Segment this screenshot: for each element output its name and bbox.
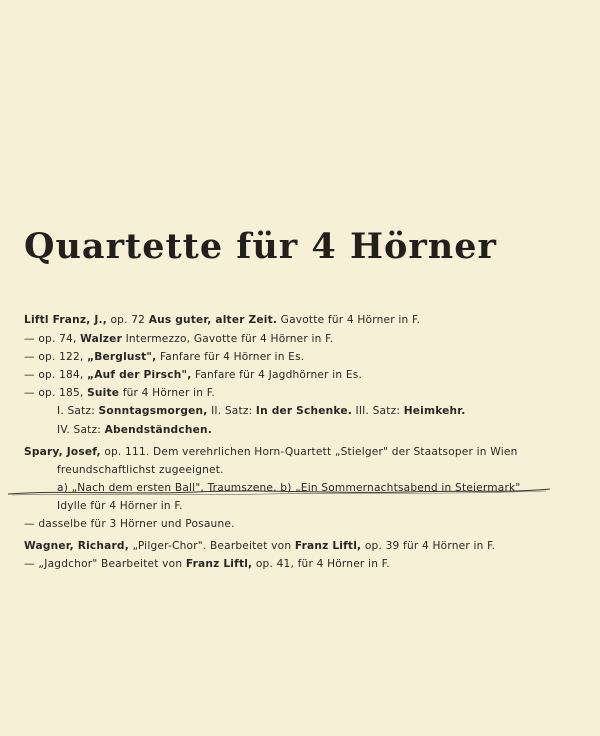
entry-text: IV. Satz: (57, 424, 105, 436)
entry-text: — „Jagdchor" Bearbeitet von (24, 558, 186, 570)
arranger-name: Franz Liftl, (294, 540, 362, 552)
suite-movements-line-1 (57, 405, 465, 417)
entry-wagner-pilgerchor (24, 540, 495, 552)
entry-text: III. Satz: (351, 405, 404, 417)
entry-text: Fanfare für 4 Hörner in Es. (156, 351, 305, 363)
entry-liftl-op72 (24, 314, 420, 326)
entry-liftl-op74 (24, 333, 333, 345)
entry-text: op. 39 für 4 Hörner in F. (361, 540, 496, 552)
entry-text: Gavotte für 4 Hörner in F. (277, 314, 421, 326)
work-title: „Berglust", (87, 351, 157, 363)
arranger-name: Franz Liftl, (185, 558, 253, 570)
entry-text: für 4 Hörner in F. (119, 387, 215, 399)
entry-liftl-op184 (24, 369, 362, 381)
entry-text: — op. 74, (24, 333, 81, 345)
work-title: Walzer (80, 333, 122, 345)
movement-title: Abendständchen. (104, 424, 212, 436)
composer-name: Wagner, Richard, (24, 540, 129, 552)
entry-text: Fanfare für 4 Jagdhörner in Es. (191, 369, 363, 381)
work-title: Suite (87, 387, 120, 399)
entry-spary-idylle (57, 500, 183, 512)
entry-spary-parts (57, 482, 520, 494)
entry-spary-posaune (24, 518, 235, 530)
entry-text: „Pilger-Chor". Bearbeitet von (128, 540, 295, 552)
entry-text: — dasselbe für 3 Hörner und Posaune. (24, 518, 235, 530)
entry-text: op. 111. Dem verehrlichen Horn-Quartett „Stielger" der Staatsoper in Wien (100, 446, 518, 458)
entry-text: freundschaftlichst zugeeignet. (57, 464, 224, 476)
work-title: „Auf der Pirsch", (87, 369, 192, 381)
entry-text: II. Satz: (207, 405, 256, 417)
entry-text: Intermezzo, Gavotte für 4 Hörner in F. (122, 333, 334, 345)
entry-text: op. 41, für 4 Hörner in F. (252, 558, 390, 570)
entry-liftl-op122 (24, 351, 304, 363)
entry-text: — op. 122, (24, 351, 88, 363)
movement-title: In der Schenke. (255, 405, 352, 417)
entry-spary-op111 (24, 446, 517, 458)
composer-name: Spary, Josef, (24, 446, 101, 458)
movement-title: Sonntagsmorgen, (98, 405, 208, 417)
entry-text: I. Satz: (57, 405, 99, 417)
work-title: Aus guter, alter Zeit. (148, 314, 278, 326)
suite-movements-line-2 (57, 424, 212, 436)
entry-text: — op. 185, (24, 387, 88, 399)
page-title: Quartette für 4 Hörner (24, 226, 497, 267)
entry-wagner-jagdchor (24, 558, 390, 570)
movement-title: Heimkehr. (403, 405, 466, 417)
entry-text: Idylle für 4 Hörner in F. (57, 500, 183, 512)
entry-text: a) „Nach dem ersten Ball", Traumszene. b) „Ein Sommernachtsabend in Steiermark" (57, 482, 521, 494)
composer-name: Liftl Franz, J., (24, 314, 107, 326)
entry-text: — op. 184, (24, 369, 88, 381)
entry-spary-dedication (57, 464, 224, 476)
entry-text: op. 72 (106, 314, 149, 326)
entry-liftl-op185 (24, 387, 215, 399)
